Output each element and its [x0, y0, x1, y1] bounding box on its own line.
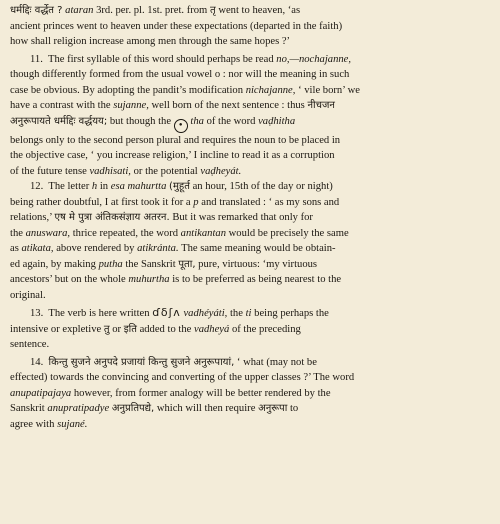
devanagari-text: एष मे पुत्रा अंतिकसंज्ञाय अतरन.: [54, 212, 170, 223]
devanagari-text: अनुरूपा: [258, 403, 288, 414]
paragraph-number: 14.: [30, 356, 44, 368]
devanagari-text: किन्तु सुजने अनुपदे प्रजायां किन्तु सुजने अनुरूपायां,: [48, 356, 235, 368]
devanagari-text: अनुरूपायते धर्मद्दिः वर्द्धयय;: [10, 115, 108, 127]
paragraph-12: [10, 179, 488, 303]
paragraph-number: 11.: [30, 53, 43, 65]
text-line: Sanskrit anupratipadye अनुप्रतिपद्ये, which will then require अनुरूपा to: [10, 403, 299, 414]
text-line: effected) towards the convincing and converting of the upper classes ?’ The word: [10, 372, 355, 383]
devanagari-text: धर्मद्दिः वर्द्धेत ?: [10, 5, 63, 16]
text-line: ed again, by making putha the Sanskrit पूता, pure, virtuous: ‘my virtuous: [10, 258, 318, 270]
text-line: ancestors’ but on the whole muhurtha is to be preferred as being nearest to the: [10, 274, 342, 285]
paragraph-10-continued: [10, 3, 488, 50]
text-line: being rather doubtful, I at first took it for a p and translated : ‘ as my sons and: [10, 196, 340, 208]
text-line: 11. The first syllable of this word should perhaps be read no,—nochajanne,: [30, 53, 352, 65]
text-line: have a contrast with the sujanne, well born of the next sentence : thus नीचजन: [10, 100, 335, 111]
devanagari-text: तृ: [209, 5, 216, 16]
text-line: though differently formed from the usual vowel o : nor will the meaning in such: [10, 69, 350, 80]
text-line: the anuswara, thrice repeated, the word antikantan would be precisely the same: [10, 227, 349, 239]
text-line: 12. The letter h in esa mahurtta (मुहूर्त an hour, 15th of the day or night): [30, 181, 333, 192]
text-line: anupatipajaya however, from former analogy will be better rendered by the: [10, 387, 331, 399]
devanagari-text: अनुप्रतिपद्ये,: [111, 403, 155, 414]
devanagari-text: इति: [123, 323, 137, 335]
text-line: case be obvious. By adopting the pandit’s modification nichajanne, ‘ vile born’ we: [10, 84, 360, 96]
text-line: 13. The verb is here written ɗδʃʌ vadhéyáti, the ti being perhaps the: [30, 306, 329, 319]
devanagari-text: तु: [103, 323, 110, 335]
text-line: original.: [10, 289, 46, 301]
text-line: sentence.: [10, 339, 50, 350]
devanagari-text: पूता,: [178, 258, 196, 270]
text-line: of the future tense vadhisati, or the potential vaḍheyát.: [10, 165, 242, 177]
text-line: belongs only to the second person plural and requires the noun to be placed in: [10, 134, 341, 146]
circled-dot-glyph-icon: ●: [174, 119, 188, 133]
text-line: अनुरूपायते धर्मद्दिः वर्द्धयय; but though the ● tha of the word vaḍhitha: [10, 114, 488, 133]
paragraph-11: [10, 52, 488, 180]
text-line: 14. किन्तु सुजने अनुपदे प्रजायां किन्तु सुजने अनुरूपायां, ‘ what (may not be: [30, 356, 317, 368]
paragraph-14: [10, 355, 488, 433]
paragraph-number: 12.: [30, 181, 44, 192]
devanagari-text: (मुहूर्त: [169, 181, 190, 192]
paragraph-number: 13.: [30, 308, 44, 319]
paragraph-13: [10, 305, 488, 353]
text-line: the objective case, ‘ you increase religion,’ I incline to read it as a corruption: [10, 150, 335, 161]
text-line: relations,’ एष मे पुत्रा अंतिकसंज्ञाय अतरन. But it was remarked that only for: [10, 212, 313, 223]
text-line: धर्मद्दिः वर्द्धेत ? ataran 3rd. per. pl. 1st. pret. from तृ went to heaven, ‘as: [10, 5, 301, 16]
text-line: agree with sujané.: [10, 418, 88, 430]
text-line: as atikata, above rendered by atikránta. The same meaning would be obtain-: [10, 243, 336, 254]
text-line: ancient princes went to heaven under these expectations (departed in the faith): [10, 20, 343, 32]
text-line: intensive or expletive तु or इति added to the vadheyá of the preceding: [10, 323, 301, 335]
devanagari-text: नीचजन: [307, 100, 335, 111]
ancient-script-glyph: ɗδʃʌ: [152, 306, 181, 319]
text-line: how shall religion increase among men through the same hopes ?’: [10, 36, 291, 47]
